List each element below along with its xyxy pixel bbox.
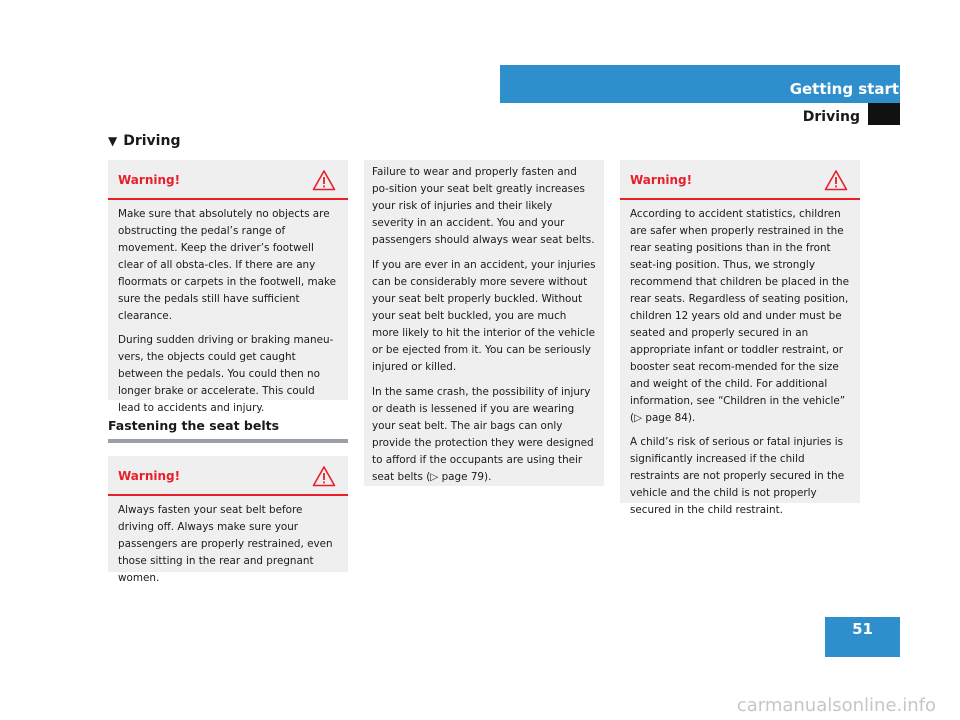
header-section-title: Getting started (789, 80, 920, 98)
warning-box-continued (364, 160, 604, 486)
warning-header (108, 456, 348, 496)
paragraph: During sudden driving or braking maneu-vers, the objects could get caught between the pedals. You could then no longer brake or accelerate. This could lead to accidents and injury. (118, 334, 334, 414)
warning-body (620, 200, 860, 534)
subheading-fastening-seat-belts: Fastening the seat belts (108, 418, 348, 443)
warning-box-children (620, 160, 860, 516)
warning-box-seat-belt (108, 456, 348, 584)
paragraph: In the same crash, the possibility of injury or death is lessened if you are wearing your seat belt. The air bags can only provide the protection they were designed to afford if the occupants are using their seat belts (▷ page 79). (372, 386, 594, 483)
section-title (108, 133, 180, 149)
paragraph: Always fasten your seat belt before driving off. Always make sure your passengers are properly restrained, even those sitting in the rear and pregnant women. (118, 504, 333, 584)
warning-label: Warning! (630, 173, 693, 187)
warning-triangle-icon (312, 465, 336, 487)
paragraph: According to accident statistics, children are safer when properly restrained in the rear seating positions than in the front seat-ing position. Thus, we strongly recommend that children be placed in the rear seats. Regardless of seating position, children 12 years old and under must be seated and properly secured in an appropriate infant or toddler restraint, or booster seat recom-mended for the size and weight of the child. For additional information, see “Children in the vehicle” (▷ page 84). (630, 208, 849, 424)
section-title-text: Driving (123, 133, 181, 149)
warning-triangle-icon (824, 169, 848, 191)
warning-body (108, 496, 348, 602)
triangle-down-icon: ▼ (108, 134, 118, 148)
warning-header (620, 160, 860, 200)
paragraph: If you are ever in an accident, your injuries can be considerably more severe without your seat belt properly buckled. Without your seat belt buckled, you are much more likely to hit the interior of the vehicle or be ejected from it. You can be seriously injured or killed. (372, 259, 596, 373)
warning-body (108, 200, 348, 432)
page-number: 51 (852, 620, 873, 638)
paragraph: Failure to wear and properly fasten and po-sition your seat belt greatly increases your risk of injuries and their likely severity in an accident. You and your passengers should always wear seat belts. (372, 166, 595, 246)
paragraph: A child’s risk of serious or fatal injuries is significantly increased if the child restraints are not properly secured in the vehicle and the child is not properly secured in the child restraint. (630, 436, 845, 516)
warning-header (108, 160, 348, 200)
paragraph: Make sure that absolutely no objects are obstructing the pedal’s range of movement. Keep the driver’s footwell clear of all obsta-cles. If there are any floormats or carpets in the footwell, make sure the pedals still have sufficient clearance. (118, 208, 337, 322)
header-tab-marker (868, 103, 900, 125)
warning-box-pedals (108, 160, 348, 414)
watermark: carmanualsonline.info (736, 695, 936, 716)
warning-label: Warning! (118, 469, 181, 483)
header-subsection-title: Driving (802, 109, 860, 125)
warning-label: Warning! (118, 173, 181, 187)
warning-triangle-icon (312, 169, 336, 191)
